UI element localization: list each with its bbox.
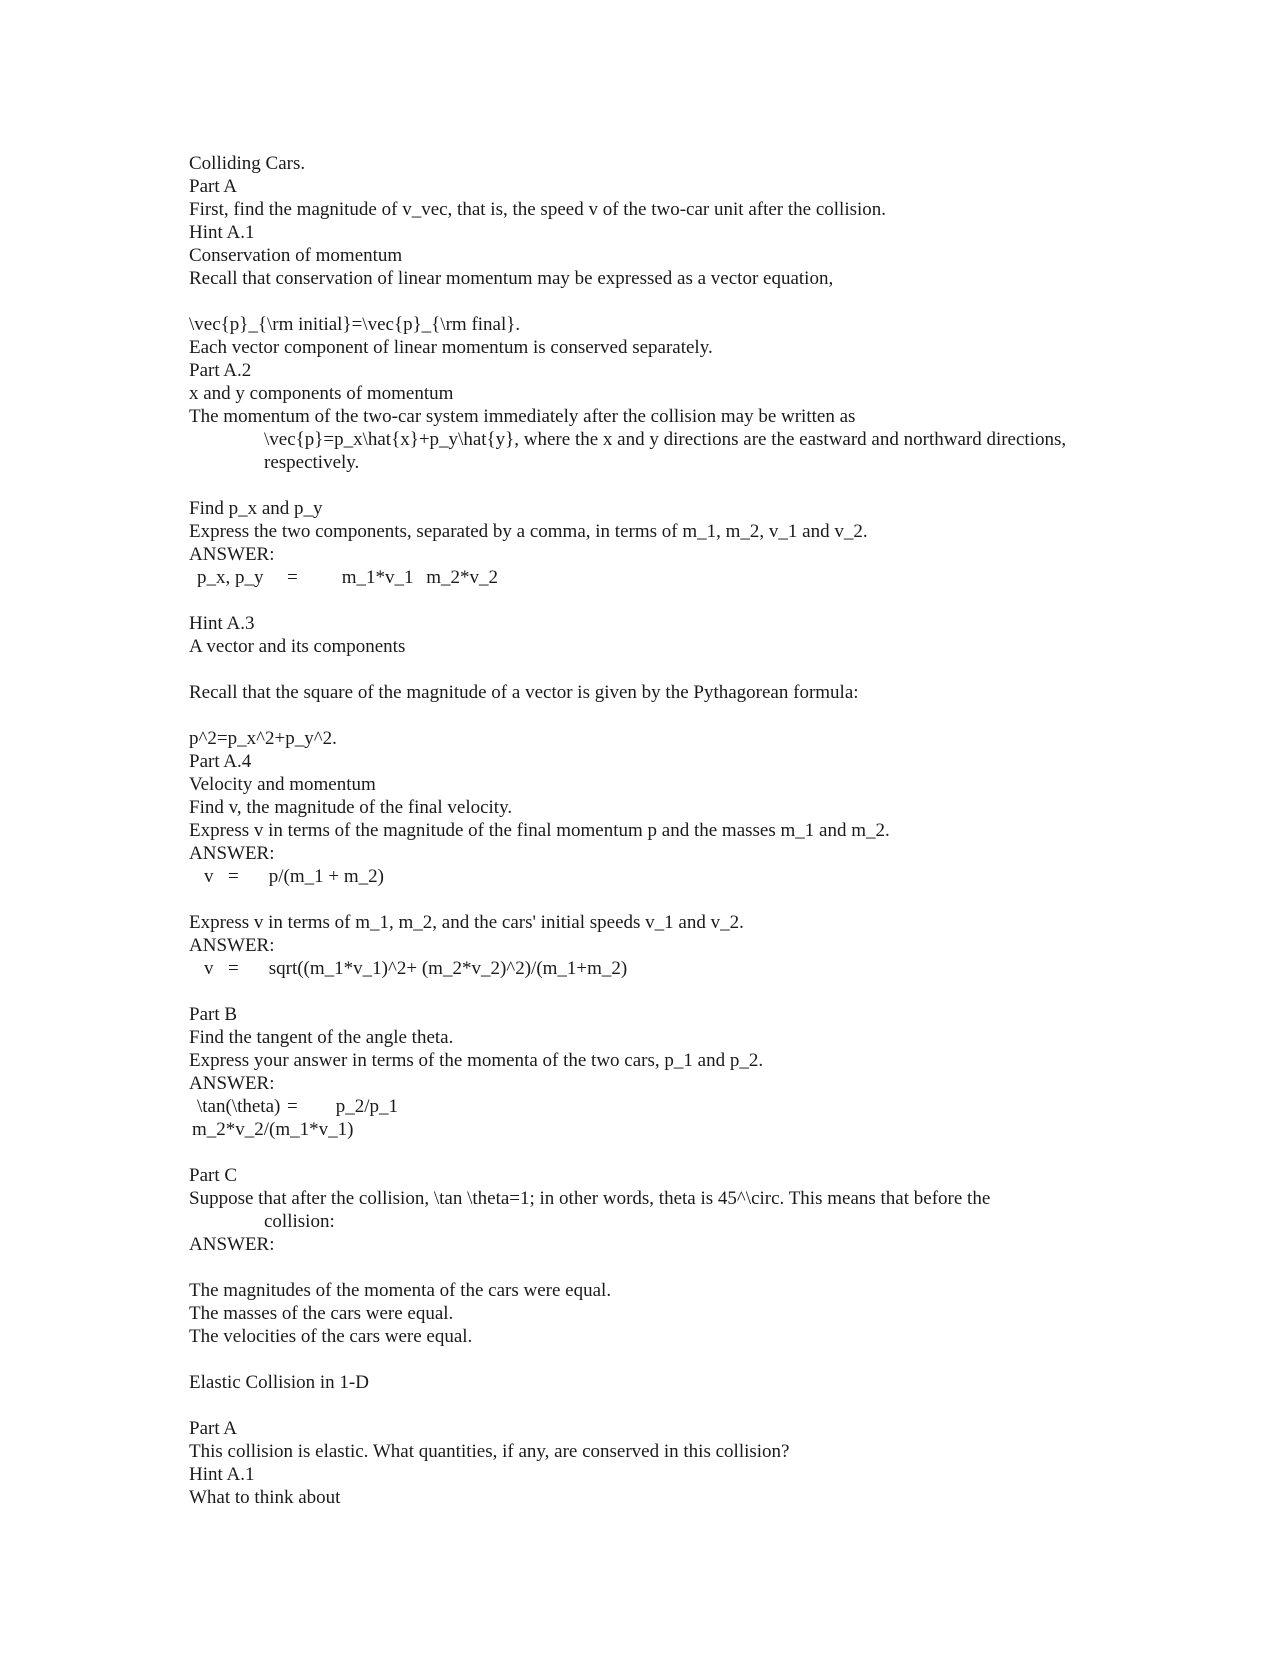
hint-a3-text: Recall that the square of the magnitude of a vector is given by the Pythagorean formula: xyxy=(189,682,859,703)
part-a4-find: Find v, the magnitude of the final velocity. xyxy=(189,797,513,818)
part-c-option[interactable]: The masses of the cars were equal. xyxy=(189,1303,454,1324)
part-b-express: Express your answer in terms of the momenta of the two cars, p_1 and p_2. xyxy=(189,1050,764,1071)
part-c-option[interactable]: The velocities of the cars were equal. xyxy=(189,1326,473,1347)
part-b-answer-row xyxy=(189,1095,1069,1118)
part-a4-label: Part A.4 xyxy=(189,751,252,772)
elastic-hint-title: What to think about xyxy=(189,1487,341,1508)
hint-a1-title: Conservation of momentum xyxy=(189,245,403,266)
hint-a1-text: Recall that conservation of linear momentum may be expressed as a vector equation, xyxy=(189,268,834,289)
elastic-question: This collision is elastic. What quantities, if any, are conserved in this collision? xyxy=(189,1441,790,1462)
part-b-heading: Part B xyxy=(189,1004,238,1025)
answer-variable: \tan(\theta) xyxy=(197,1096,281,1117)
part-c-heading: Part C xyxy=(189,1165,238,1186)
part-a-heading: Part A xyxy=(189,176,238,197)
answer-equals: = xyxy=(228,866,239,887)
part-b-answer-label: ANSWER: xyxy=(189,1073,275,1094)
hint-a1-after: Each vector component of linear momentum is conserved separately. xyxy=(189,337,713,358)
part-a2-momentum-text: \vec{p}=p_x\hat{x}+p_y\hat{y}, where the x and y directions are the eastward and northward directions, respectively. xyxy=(264,429,1067,473)
answer-value: m_1*v_1 m_2*v_2 xyxy=(341,567,499,588)
answer-equals: = xyxy=(287,1096,298,1117)
part-a4-answer-row xyxy=(189,865,1069,888)
elastic-part-a-heading: Part A xyxy=(189,1418,238,1439)
part-b-answer-value-2: m_2*v_2/(m_1*v_1) xyxy=(192,1119,354,1140)
part-a4-express: Express v in terms of the magnitude of the final momentum p and the masses m_1 and m_2. xyxy=(189,820,890,841)
hint-a3-title: A vector and its components xyxy=(189,636,406,657)
elastic-hint-label: Hint A.1 xyxy=(189,1464,255,1485)
hint-a1-label: Hint A.1 xyxy=(189,222,255,243)
part-a2-express: Express the two components, separated by a comma, in terms of m_1, m_2, v_1 and v_2. xyxy=(189,521,868,542)
part-a2-label: Part A.2 xyxy=(189,360,252,381)
part-a4-answer-label: ANSWER: xyxy=(189,843,275,864)
part-c-option[interactable]: The magnitudes of the momenta of the cars were equal. xyxy=(189,1280,612,1301)
document-body xyxy=(189,152,1069,1509)
answer-equals: = xyxy=(228,958,239,979)
answer-variable: v xyxy=(204,866,214,887)
hint-a3-label: Hint A.3 xyxy=(189,613,255,634)
part-a-express-2: Express v in terms of m_1, m_2, and the cars' initial speeds v_1 and v_2. xyxy=(189,912,744,933)
part-a2-title: x and y components of momentum xyxy=(189,383,454,404)
part-c-answer-label: ANSWER: xyxy=(189,1234,275,1255)
answer-variable: v xyxy=(204,958,214,979)
answer-value: sqrt((m_1*v_1)^2+ (m_2*v_2)^2)/(m_1+m_2) xyxy=(268,958,628,979)
hint-a3-equation: p^2=p_x^2+p_y^2. xyxy=(189,728,337,749)
elastic-title: Elastic Collision in 1-D xyxy=(189,1372,369,1393)
part-a-answer2-row xyxy=(189,957,1069,980)
answer-equals: = xyxy=(287,567,298,588)
part-a2-answer-row xyxy=(189,566,1069,589)
part-a2-find: Find p_x and p_y xyxy=(189,498,323,519)
part-b-question: Find the tangent of the angle theta. xyxy=(189,1027,454,1048)
part-a-question: First, find the magnitude of v_vec, that is, the speed v of the two-car unit after the collision. xyxy=(189,199,887,220)
part-c-question: Suppose that after the collision, \tan \theta=1; in other words, theta is 45^\circ. This means that before the xyxy=(189,1188,991,1209)
answer-value: p_2/p_1 xyxy=(335,1096,398,1117)
answer-value: p/(m_1 + m_2) xyxy=(268,866,384,887)
part-a4-title: Velocity and momentum xyxy=(189,774,376,795)
part-a2-text: The momentum of the two-car system immediately after the collision may be written as xyxy=(189,406,856,427)
part-a2-answer-label: ANSWER: xyxy=(189,544,275,565)
answer-variable: p_x, p_y xyxy=(197,567,264,588)
part-a-answer2-label: ANSWER: xyxy=(189,935,275,956)
part-c-question-cont: collision: xyxy=(264,1211,335,1232)
doc-title: Colliding Cars. xyxy=(189,153,306,174)
hint-a1-equation: \vec{p}_{\rm initial}=\vec{p}_{\rm final}. xyxy=(189,314,521,335)
